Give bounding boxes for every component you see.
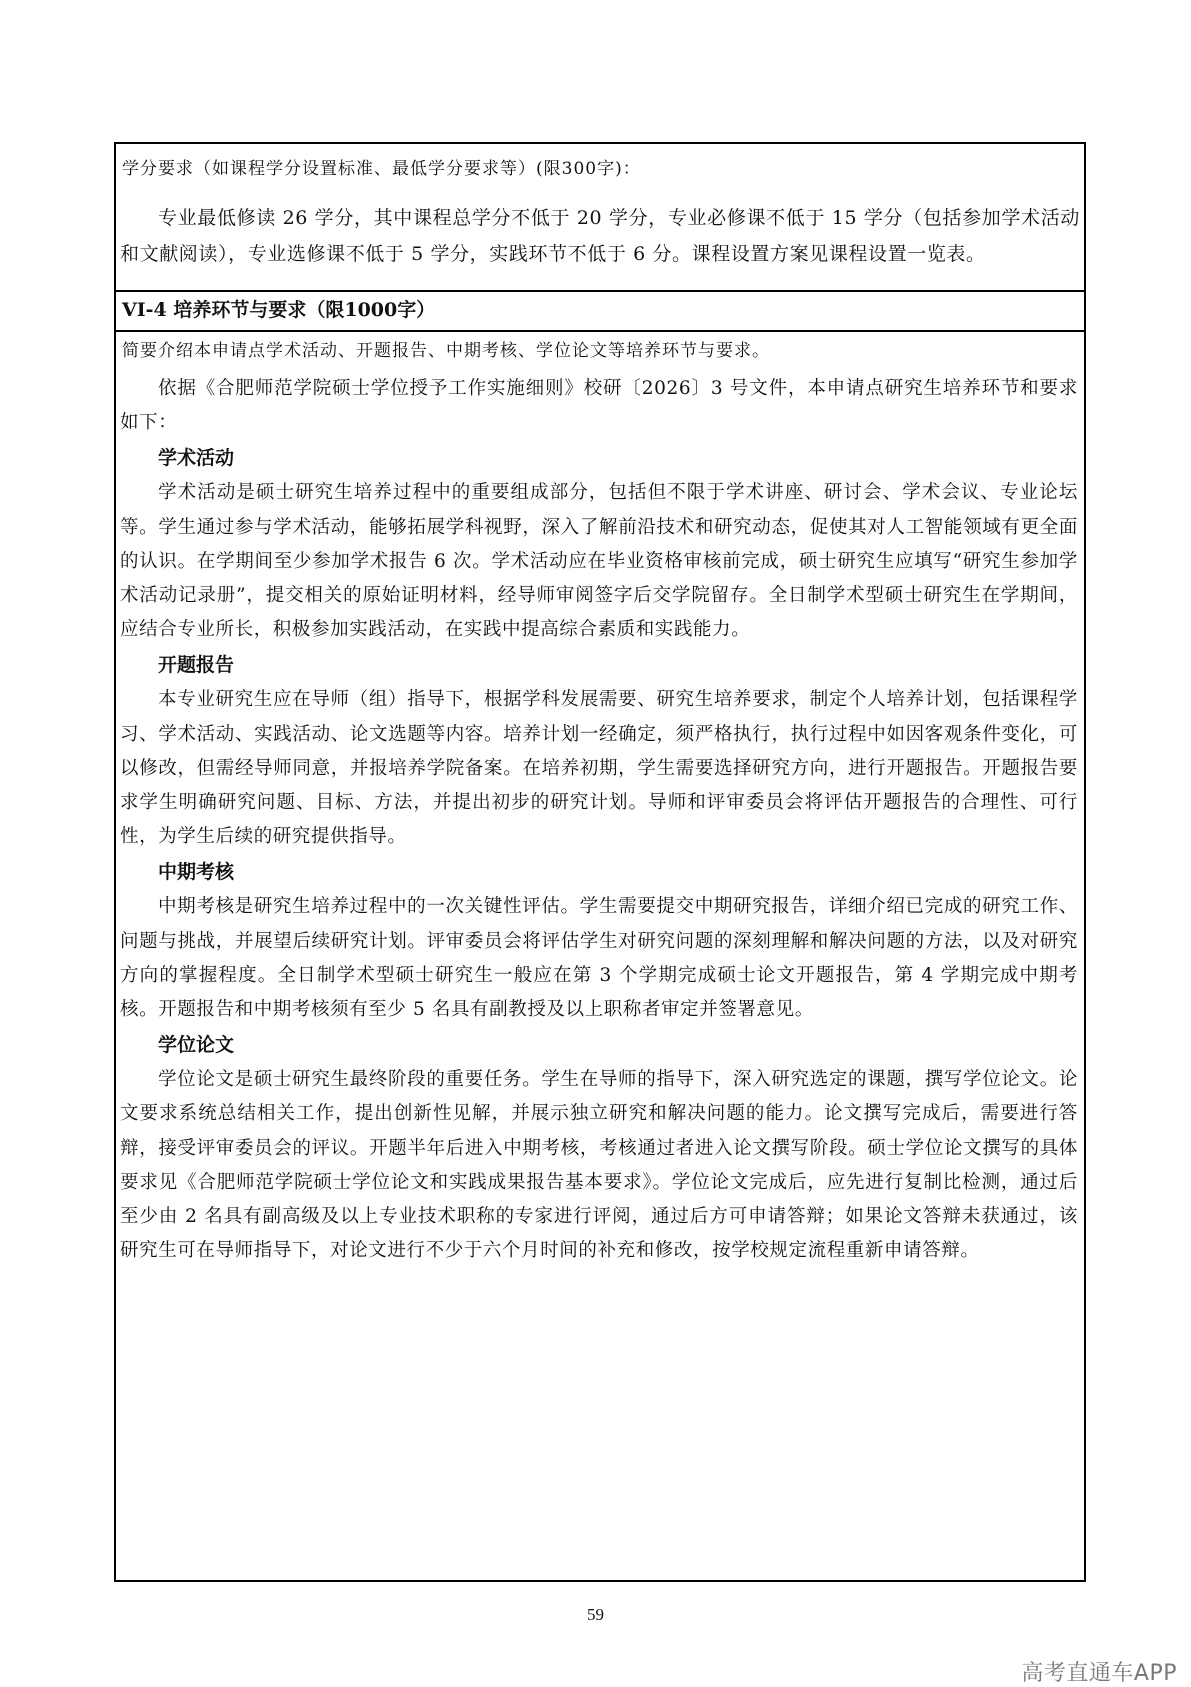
proposal-report-heading: 开题报告 — [158, 654, 235, 677]
thesis-heading: 学位论文 — [158, 1034, 235, 1057]
midterm-assessment-paragraph: 中期考核是研究生培养过程中的一次关键性评估。学生需要提交中期研究报告，详细介绍已完成的研究工作、问题与挑战，并展望后续研究计划。评审委员会将评估学生对研究问题的深刻理解和解决问题的方法，以及对研究方向的掌握程度。全日制学术型硕士研究生一般应在第 3 个学期完成硕士论文开题报告，第 4 学期完成中期考核。开题报告和中期考核须有至少 5 名具有副教授及以上职称者审定并签署意见。 — [120, 896, 1078, 1021]
training-prompt: 简要介绍本申请点学术活动、开题报告、中期考核、学位论文等培养环节与要求。 — [122, 341, 770, 361]
credit-requirements-section — [116, 144, 1084, 292]
midterm-assessment-heading: 中期考核 — [158, 861, 235, 884]
training-title-row — [116, 290, 1084, 332]
form-table — [114, 142, 1086, 1582]
section-title: VI-4 培养环节与要求（限1000字） — [122, 299, 436, 321]
credit-prompt: 学分要求（如课程学分设置标准、最低学分要求等）(限300字)： — [122, 159, 641, 179]
academic-activity-paragraph: 学术活动是硕士研究生培养过程中的重要组成部分，包括但不限于学术讲座、研讨会、学术会议、专业论坛等。学生通过参与学术活动，能够拓展学科视野，深入了解前沿技术和研究动态，促使其对人工智能领域有更全面的认识。在学期间至少参加学术报告 6 次。学术活动应在毕业资格审核前完成，硕士研究生应填写“研究生参加学术活动记录册”，提交相关的原始证明材料，经导师审阅签字后交学院留存。全日制学术型硕士研究生在学期间，应结合专业所长，积极参加实践活动，在实践中提高综合素质和实践能力。 — [120, 482, 1078, 641]
thesis-paragraph: 学位论文是硕士研究生最终阶段的重要任务。学生在导师的指导下，深入研究选定的课题，撰写学位论文。论文要求系统总结相关工作，提出创新性见解，并展示独立研究和解决问题的能力。论文撰写完成后，需要进行答辩，接受评审委员会的评议。开题半年后进入中期考核，考核通过者进入论文撰写阶段。硕士学位论文撰写的具体要求见《合肥师范学院硕士学位论文和实践成果报告基本要求》。学位论文完成后，应先进行复制比检测，通过后至少由 2 名具有副高级及以上专业技术职称的专家进行评阅，通过后方可申请答辩；如果论文答辩未获通过，该研究生可在导师指导下，对论文进行不少于六个月时间的补充和修改，按学校规定流程重新申请答辩。 — [120, 1069, 1078, 1262]
proposal-report-paragraph: 本专业研究生应在导师（组）指导下，根据学科发展需要、研究生培养要求，制定个人培养计划，包括课程学习、学术活动、实践活动、论文选题等内容。培养计划一经确定，须严格执行，执行过程中如因客观条件变化，可以修改，但需经导师同意，并报培养学院备案。在培养初期，学生需要选择研究方向，进行开题报告。开题报告要求学生明确研究问题、目标、方法，并提出初步的研究计划。导师和评审委员会将评估开题报告的合理性、可行性，为学生后续的研究提供指导。 — [120, 689, 1078, 848]
page-number: 59 — [587, 1605, 604, 1624]
training-content-section — [116, 330, 1084, 1580]
credit-body: 专业最低修读 26 学分，其中课程总学分不低于 20 学分，专业必修课不低于 15 学分（包括参加学术活动和文献阅读），专业选修课不低于 5 学分，实践环节不低于 6 分。课程设置方案见课程设置一览表。 — [120, 207, 1080, 265]
academic-activity-heading: 学术活动 — [158, 447, 235, 470]
training-content — [120, 372, 1078, 1268]
intro-paragraph: 依据《合肥师范学院硕士学位授予工作实施细则》校研〔2026〕3 号文件，本申请点研究生培养环节和要求如下： — [120, 378, 1078, 434]
watermark: 高考直通车APP — [1021, 1661, 1177, 1686]
